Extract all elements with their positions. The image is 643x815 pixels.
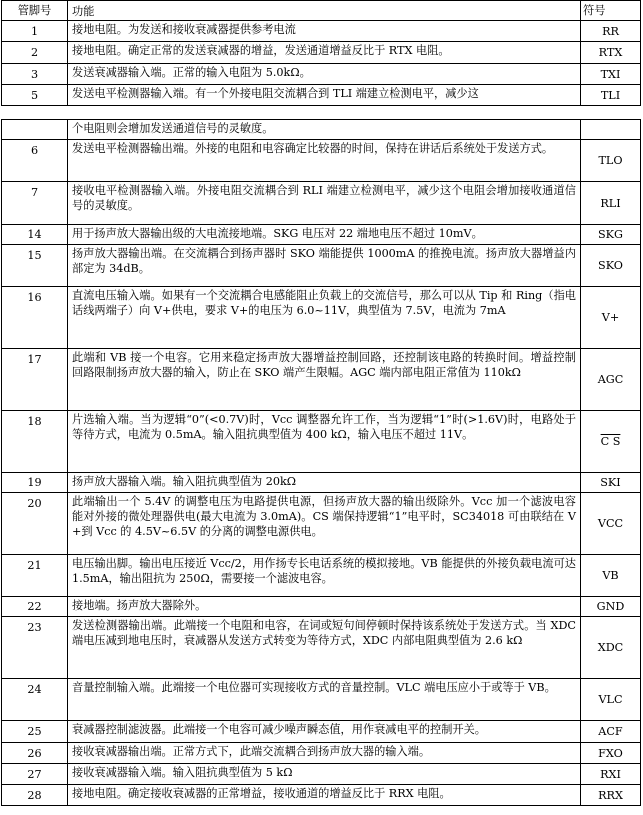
- header-function: 功能: [68, 1, 581, 21]
- pin-function: 发送电平检测器输入端。有一个外接电阻交流耦合到 TLI 端建立检测电平，减少这: [68, 85, 581, 106]
- pin-number: 16: [2, 287, 68, 349]
- table-row: [2, 64, 641, 85]
- pin-number: [2, 120, 68, 140]
- table-row: [2, 679, 641, 721]
- pin-number: 5: [2, 85, 68, 106]
- table-row: [2, 225, 641, 245]
- pin-function: 片选输入端。当为逻辑“0”(<0.7V)时，Vcc 调整器允许工作，当为逻辑“1”时(>1.6V)时，电路处于等待方式，电流为 0.5mA。输入阻抗典型值为 400 kΩ，输入电压不超过 11V。: [68, 411, 581, 473]
- table-row: [2, 721, 641, 743]
- table-row: [2, 785, 641, 806]
- pin-number: 18: [2, 411, 68, 473]
- table-row: [2, 597, 641, 617]
- pin-symbol-chip-select: C S: [581, 411, 641, 473]
- pin-symbol: V+: [581, 287, 641, 349]
- pin-symbol: TLO: [581, 140, 641, 182]
- pin-function: 扬声放大器输入端。输入阻抗典型值为 20kΩ: [68, 473, 581, 493]
- table-row: [2, 764, 641, 785]
- header-pin-number: 管脚号: [2, 1, 68, 21]
- table-row: [2, 555, 641, 597]
- pin-function: 接收衰减器输出端。正常方式下，此端交流耦合到扬声放大器的输入端。: [68, 743, 581, 764]
- header-row: [2, 1, 641, 21]
- table-row: [2, 21, 641, 42]
- pin-number: 7: [2, 182, 68, 225]
- pin-function: 接地电阻。确定正常的发送衰减器的增益，发送通道增益反比于 RTX 电阻。: [68, 42, 581, 64]
- pin-number: 21: [2, 555, 68, 597]
- pin-number: 26: [2, 743, 68, 764]
- pin-symbol: TXI: [581, 64, 641, 85]
- pin-number: 1: [2, 21, 68, 42]
- pin-number: 23: [2, 617, 68, 679]
- table-row: [2, 473, 641, 493]
- pin-symbol: RTX: [581, 42, 641, 64]
- pin-number: 19: [2, 473, 68, 493]
- table-row: [2, 245, 641, 287]
- table-row: [2, 287, 641, 349]
- table-row: [2, 411, 641, 473]
- pin-symbol: AGC: [581, 349, 641, 411]
- pin-number: 17: [2, 349, 68, 411]
- header-symbol: 符号: [581, 1, 641, 21]
- pin-function: 此端输出一个 5.4V 的调整电压为电路提供电源，但扬声放大器的输出级除外。Vcc 加一个滤波电容能对外接的微处理器供电(最大电流为 3.0mA)。CS 端保持逻辑“1”电平时，SC34018 可由联结在 V+到 Vcc 的 4.5V~6.5V 的分离的调整电源供电。: [68, 493, 581, 555]
- pin-number: 20: [2, 493, 68, 555]
- table-row-continuation: [2, 120, 641, 140]
- pin-number: 24: [2, 679, 68, 721]
- pin-symbol: ACF: [581, 721, 641, 743]
- pin-symbol: RR: [581, 21, 641, 42]
- pin-number: 27: [2, 764, 68, 785]
- pin-symbol: RXI: [581, 764, 641, 785]
- pin-number: 14: [2, 225, 68, 245]
- pin-function: 电压输出脚。输出电压接近 Vcc/2，用作扬专长电话系统的模拟接地。VB 能提供的外接负载电流可达 1.5mA，输出阻抗为 250Ω，需要接一个滤波电容。: [68, 555, 581, 597]
- table-row: [2, 85, 641, 106]
- table-row: [2, 493, 641, 555]
- pin-symbol: [581, 120, 641, 140]
- pin-function: 发送电平检测器输出端。外接的电阻和电容确定比较器的时间，保持在讲话后系统处于发送方式。: [68, 140, 581, 182]
- pin-symbol: VLC: [581, 679, 641, 721]
- table-row: [2, 617, 641, 679]
- pin-function: 接地电阻。确定接收衰减器的正常增益，接收通道的增益反比于 RRX 电阻。: [68, 785, 581, 806]
- pin-number: 6: [2, 140, 68, 182]
- table-row: [2, 42, 641, 64]
- pin-function: 接收衰减器输入端。输入阻抗典型值为 5 kΩ: [68, 764, 581, 785]
- pin-symbol: SKO: [581, 245, 641, 287]
- pin-function: 接收电平检测器输入端。外接电阻交流耦合到 RLI 端建立检测电平，减少这个电阻会增加接收通道信号的灵敏度。: [68, 182, 581, 225]
- pin-number: 25: [2, 721, 68, 743]
- pin-symbol: VB: [581, 555, 641, 597]
- pin-table-top: [1, 0, 641, 106]
- table-row: [2, 743, 641, 764]
- pin-table-bottom: [1, 119, 641, 806]
- table-row: [2, 349, 641, 411]
- pin-symbol: VCC: [581, 493, 641, 555]
- pin-function: 音量控制输入端。此端接一个电位器可实现接收方式的音量控制。VLC 端电压应小于或等于 VB。: [68, 679, 581, 721]
- pin-number: 28: [2, 785, 68, 806]
- pin-symbol: XDC: [581, 617, 641, 679]
- pin-symbol: SKG: [581, 225, 641, 245]
- pin-function: 直流电压输入端。如果有一个交流耦合电感能阻止负载上的交流信号，那么可以从 Tip 和 Ring（指电话线两端子）向 V+供电，要求 V+的电压为 6.0~11V，典型值为 7.5V，电流为 7mA: [68, 287, 581, 349]
- table-row: [2, 140, 641, 182]
- pin-function: 扬声放大器输出端。在交流耦合到扬声器时 SKO 端能提供 1000mA 的推挽电流。扬声放大器增益内部定为 34dB。: [68, 245, 581, 287]
- pin-function: 发送衰减器输入端。正常的输入电阻为 5.0kΩ。: [68, 64, 581, 85]
- pin-symbol: FXO: [581, 743, 641, 764]
- pin-function: 此端和 VB 接一个电容。它用来稳定扬声放大器增益控制回路，还控制该电路的转换时间。增益控制回路限制扬声放大器的输入，防止在 SKO 端产生限幅。AGC 端内部电阻正常值为 110kΩ: [68, 349, 581, 411]
- pin-symbol: GND: [581, 597, 641, 617]
- pin-function: 衰减器控制滤波器。此端接一个电容可减少噪声瞬态值，用作衰减电平的控制开关。: [68, 721, 581, 743]
- pin-function: 发送检测器输出端。此端接一个电阻和电容，在词或短句间停顿时保持该系统处于发送方式。当 XDC 端电压减到地电压时，衰减器从发送方式转变为等待方式，XDC 内部电阻典型值为 2.6 kΩ: [68, 617, 581, 679]
- pin-function: 个电阻则会增加发送通道信号的灵敏度。: [68, 120, 581, 140]
- pin-symbol: SKI: [581, 473, 641, 493]
- pin-number: 3: [2, 64, 68, 85]
- table-row: [2, 182, 641, 225]
- pin-number: 2: [2, 42, 68, 64]
- pin-number: 15: [2, 245, 68, 287]
- pin-symbol: TLI: [581, 85, 641, 106]
- pin-function: 接地电阻。为发送和接收衰减器提供参考电流: [68, 21, 581, 42]
- pin-symbol: RLI: [581, 182, 641, 225]
- pin-function: 用于扬声放大器输出级的大电流接地端。SKG 电压对 22 端地电压不超过 10mV。: [68, 225, 581, 245]
- pin-symbol: RRX: [581, 785, 641, 806]
- pin-number: 22: [2, 597, 68, 617]
- pin-function: 接地端。扬声放大器除外。: [68, 597, 581, 617]
